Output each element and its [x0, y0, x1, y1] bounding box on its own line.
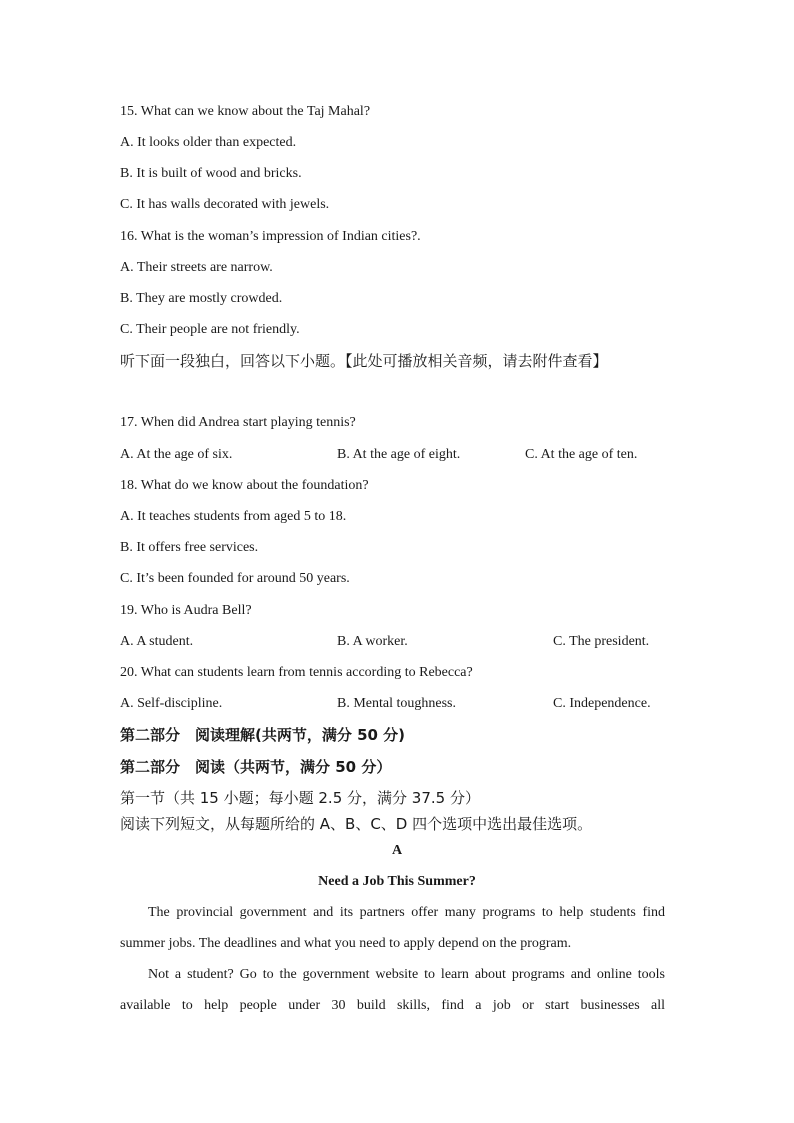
question-16-option-c: C. Their people are not friendly. [120, 322, 300, 337]
question-19-option-c: C. The president. [553, 634, 650, 649]
passage-title: Need a Job This Summer? [318, 874, 476, 889]
question-17-stem: 17. When did Andrea start playing tennis? [120, 415, 356, 430]
question-18-option-b: B. It offers free services. [120, 540, 259, 555]
question-19-option-a: A. A student. [120, 634, 194, 649]
part2-heading-1: 第二部分 阅读理解(共两节，满分 50 分) [120, 726, 406, 744]
question-20-option-c: C. Independence. [553, 696, 651, 711]
question-19-stem: 19. Who is Audra Bell? [120, 603, 252, 618]
question-20-option-a: A. Self-discipline. [120, 696, 223, 711]
question-18-option-a: A. It teaches students from aged 5 to 18. [120, 509, 347, 524]
passage-letter: A [391, 843, 403, 858]
question-15-option-b: B. It is built of wood and bricks. [120, 166, 302, 181]
question-16-option-a: A. Their streets are narrow. [120, 260, 273, 275]
question-19-option-b: B. A worker. [337, 634, 408, 649]
question-17-option-b: B. At the age of eight. [337, 447, 461, 462]
question-15-option-a: A. It looks older than expected. [120, 135, 297, 150]
question-20-stem: 20. What can students learn from tennis according to Rebecca? [120, 665, 473, 680]
part2-heading-2: 第二部分 阅读（共两节，满分 50 分） [120, 758, 392, 776]
question-17-option-a: A. At the age of six. [120, 447, 233, 462]
passage-paragraph-1: The provincial government and its partners offer many programs to help students find summer jobs. The deadlines and what you need to apply depend on the program. [120, 905, 665, 951]
question-16-stem: 16. What is the woman’s impression of Indian cities?. [120, 229, 421, 244]
passage-body [120, 897, 665, 1021]
question-15-option-c: C. It has walls decorated with jewels. [120, 197, 330, 212]
reading-directions: 阅读下列短文，从每题所给的 A、B、C、D 四个选项中选出最佳选项。 [120, 815, 593, 833]
question-16-option-b: B. They are mostly crowded. [120, 291, 283, 306]
question-18-option-c: C. It’s been founded for around 50 years. [120, 571, 350, 586]
question-18-stem: 18. What do we know about the foundation? [120, 478, 369, 493]
question-17-option-c: C. At the age of ten. [525, 447, 638, 462]
question-15-stem: 15. What can we know about the Taj Mahal? [120, 104, 371, 119]
section1-heading: 第一节（共 15 小题；每小题 2.5 分，满分 37.5 分） [120, 789, 480, 807]
question-20-option-b: B. Mental toughness. [337, 696, 456, 711]
passage-paragraph-2: Not a student? Go to the government website to learn about programs and online tools available to help people under 30 build skills, find a job or start businesses all [120, 967, 665, 1013]
listening-instruction: 听下面一段独白，回答以下小题。【此处可播放相关音频，请去附件查看】 [120, 352, 608, 370]
